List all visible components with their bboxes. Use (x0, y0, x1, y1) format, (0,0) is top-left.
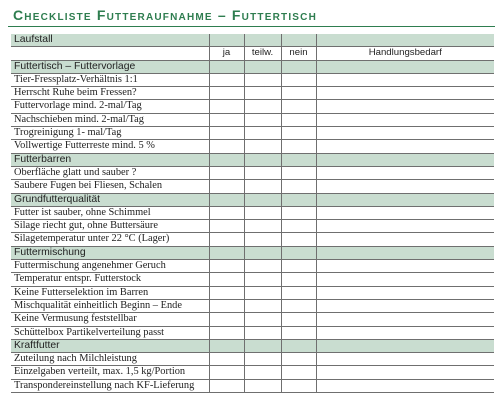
check-cell-teilw[interactable] (244, 260, 281, 273)
handlungsbedarf-cell[interactable] (316, 73, 494, 86)
check-cell-teilw[interactable] (244, 313, 281, 326)
check-cell-nein[interactable] (281, 73, 316, 86)
check-cell-nein[interactable] (281, 313, 316, 326)
check-cell-nein[interactable] (281, 206, 316, 219)
handlungsbedarf-cell[interactable] (316, 313, 494, 326)
check-cell-ja[interactable] (209, 87, 244, 100)
check-cell-ja[interactable] (209, 260, 244, 273)
check-cell-ja[interactable] (209, 206, 244, 219)
check-cell-nein[interactable] (281, 366, 316, 379)
checklist-item-row (11, 260, 494, 273)
check-cell-ja[interactable] (209, 326, 244, 339)
checklist-item-label: Saubere Fugen bei Fliesen, Schalen (11, 180, 209, 193)
check-cell-nein[interactable] (281, 379, 316, 392)
check-cell-nein[interactable] (281, 233, 316, 246)
check-cell-ja[interactable] (209, 313, 244, 326)
check-cell-ja[interactable] (209, 366, 244, 379)
handlungsbedarf-cell[interactable] (316, 299, 494, 312)
checklist-item-row (11, 273, 494, 286)
check-cell-ja[interactable] (209, 140, 244, 153)
check-cell-teilw[interactable] (244, 353, 281, 366)
checklist-item-row (11, 180, 494, 193)
check-cell-ja[interactable] (209, 353, 244, 366)
check-cell-ja[interactable] (209, 73, 244, 86)
check-cell-teilw[interactable] (244, 366, 281, 379)
checklist-item-row (11, 113, 494, 126)
column-header-ja: ja (209, 47, 244, 60)
handlungsbedarf-cell[interactable] (316, 353, 494, 366)
check-cell-teilw[interactable] (244, 113, 281, 126)
handlungsbedarf-cell[interactable] (316, 286, 494, 299)
check-cell-nein[interactable] (281, 100, 316, 113)
checklist-item-label: Oberfläche glatt und sauber ? (11, 166, 209, 179)
checklist-item-label: Mischqualität einheitlich Beginn – Ende (11, 299, 209, 312)
checklist-item-row (11, 366, 494, 379)
checklist-item-row (11, 166, 494, 179)
check-cell-teilw[interactable] (244, 379, 281, 392)
section-label: Grundfutterqualität (11, 193, 209, 206)
handlungsbedarf-cell[interactable] (316, 273, 494, 286)
checklist-item-label: Nachschieben mind. 2-mal/Tag (11, 113, 209, 126)
checklist-item-row (11, 127, 494, 140)
check-cell-ja[interactable] (209, 166, 244, 179)
check-cell-nein[interactable] (281, 220, 316, 233)
check-cell-nein[interactable] (281, 260, 316, 273)
handlungsbedarf-cell[interactable] (316, 127, 494, 140)
section-label: Kraftfutter (11, 339, 209, 352)
checklist-item-label: Futter ist sauber, ohne Schimmel (11, 206, 209, 219)
check-cell-ja[interactable] (209, 299, 244, 312)
checklist-item-row (11, 206, 494, 219)
check-cell-nein[interactable] (281, 113, 316, 126)
checklist-item-label: Schüttelbox Partikelverteilung passt (11, 326, 209, 339)
section-row (11, 339, 494, 352)
column-header-row (11, 47, 494, 60)
section-label: Futterbarren (11, 153, 209, 166)
checklist-item-label: Transpondereinstellung nach KF-Lieferung (11, 379, 209, 392)
check-cell-ja[interactable] (209, 379, 244, 392)
title-divider (8, 26, 495, 27)
checklist-item-row (11, 140, 494, 153)
check-cell-teilw[interactable] (244, 286, 281, 299)
check-cell-teilw[interactable] (244, 87, 281, 100)
section-row (11, 60, 494, 73)
checklist-item-label: Herrscht Ruhe beim Fressen? (11, 87, 209, 100)
check-cell-nein[interactable] (281, 166, 316, 179)
checklist-item-row (11, 100, 494, 113)
page-title: Checkliste Futteraufnahme – Futtertisch (13, 7, 318, 23)
section-row (11, 153, 494, 166)
checklist-item-row (11, 379, 494, 392)
checklist-item-label: Futtervorlage mind. 2-mal/Tag (11, 100, 209, 113)
handlungsbedarf-cell[interactable] (316, 260, 494, 273)
checklist-item-label: Silagetemperatur unter 22 °C (Lager) (11, 233, 209, 246)
checklist-item-label: Keine Futterselektion im Barren (11, 286, 209, 299)
checklist-item-row (11, 353, 494, 366)
check-cell-teilw[interactable] (244, 233, 281, 246)
check-cell-ja[interactable] (209, 233, 244, 246)
column-header-nein: nein (281, 47, 316, 60)
check-cell-teilw[interactable] (244, 273, 281, 286)
handlungsbedarf-cell[interactable] (316, 166, 494, 179)
check-cell-ja[interactable] (209, 127, 244, 140)
checklist-item-label: Futtermischung angenehmer Geruch (11, 260, 209, 273)
section-row (11, 193, 494, 206)
checklist-item-row (11, 220, 494, 233)
check-cell-ja[interactable] (209, 220, 244, 233)
checklist-item-label: Silage riecht gut, ohne Buttersäure (11, 220, 209, 233)
check-cell-teilw[interactable] (244, 299, 281, 312)
check-cell-nein[interactable] (281, 87, 316, 100)
checklist-item-label: Einzelgaben verteilt, max. 1,5 kg/Portion (11, 366, 209, 379)
check-cell-nein[interactable] (281, 140, 316, 153)
checklist-item-label: Zuteilung nach Milchleistung (11, 353, 209, 366)
check-cell-teilw[interactable] (244, 100, 281, 113)
checklist-item-label: Trogreinigung 1- mal/Tag (11, 127, 209, 140)
handlungsbedarf-cell[interactable] (316, 140, 494, 153)
section-row-laufstall (11, 34, 494, 47)
handlungsbedarf-cell[interactable] (316, 206, 494, 219)
check-cell-ja[interactable] (209, 286, 244, 299)
checklist-item-row (11, 286, 494, 299)
check-cell-teilw[interactable] (244, 166, 281, 179)
handlungsbedarf-cell[interactable] (316, 233, 494, 246)
check-cell-ja[interactable] (209, 273, 244, 286)
checklist-item-row (11, 313, 494, 326)
check-cell-nein[interactable] (281, 299, 316, 312)
handlungsbedarf-cell[interactable] (316, 87, 494, 100)
column-header-handlungsbedarf: Handlungsbedarf (316, 47, 494, 60)
checklist-item-row (11, 299, 494, 312)
check-cell-teilw[interactable] (244, 140, 281, 153)
column-header-teilw: teilw. (244, 47, 281, 60)
handlungsbedarf-cell[interactable] (316, 220, 494, 233)
check-cell-teilw[interactable] (244, 73, 281, 86)
check-cell-teilw[interactable] (244, 180, 281, 193)
section-label: Laufstall (11, 34, 209, 47)
check-cell-ja[interactable] (209, 113, 244, 126)
handlungsbedarf-cell[interactable] (316, 326, 494, 339)
handlungsbedarf-cell[interactable] (316, 100, 494, 113)
check-cell-ja[interactable] (209, 180, 244, 193)
check-cell-teilw[interactable] (244, 206, 281, 219)
checklist-item-label: Tier-Fressplatz-Verhältnis 1:1 (11, 73, 209, 86)
check-cell-nein[interactable] (281, 180, 316, 193)
checklist-table (11, 34, 494, 393)
check-cell-nein[interactable] (281, 273, 316, 286)
checklist-item-row (11, 73, 494, 86)
handlungsbedarf-cell[interactable] (316, 113, 494, 126)
section-label: Futtertisch – Futtervorlage (11, 60, 209, 73)
checklist-item-row (11, 87, 494, 100)
section-row (11, 246, 494, 259)
checklist-item-label: Keine Vermusung feststellbar (11, 313, 209, 326)
checklist-item-row (11, 233, 494, 246)
handlungsbedarf-cell[interactable] (316, 180, 494, 193)
check-cell-teilw[interactable] (244, 326, 281, 339)
check-cell-nein[interactable] (281, 127, 316, 140)
section-label: Futtermischung (11, 246, 209, 259)
check-cell-nein[interactable] (281, 286, 316, 299)
checklist-item-label: Temperatur entspr. Futterstock (11, 273, 209, 286)
check-cell-nein[interactable] (281, 353, 316, 366)
checklist-item-row (11, 326, 494, 339)
check-cell-ja[interactable] (209, 100, 244, 113)
check-cell-teilw[interactable] (244, 127, 281, 140)
handlungsbedarf-cell[interactable] (316, 366, 494, 379)
header-blank (11, 47, 209, 60)
handlungsbedarf-cell[interactable] (316, 379, 494, 392)
check-cell-teilw[interactable] (244, 220, 281, 233)
check-cell-nein[interactable] (281, 326, 316, 339)
checklist-item-label: Vollwertige Futterreste mind. 5 % (11, 140, 209, 153)
